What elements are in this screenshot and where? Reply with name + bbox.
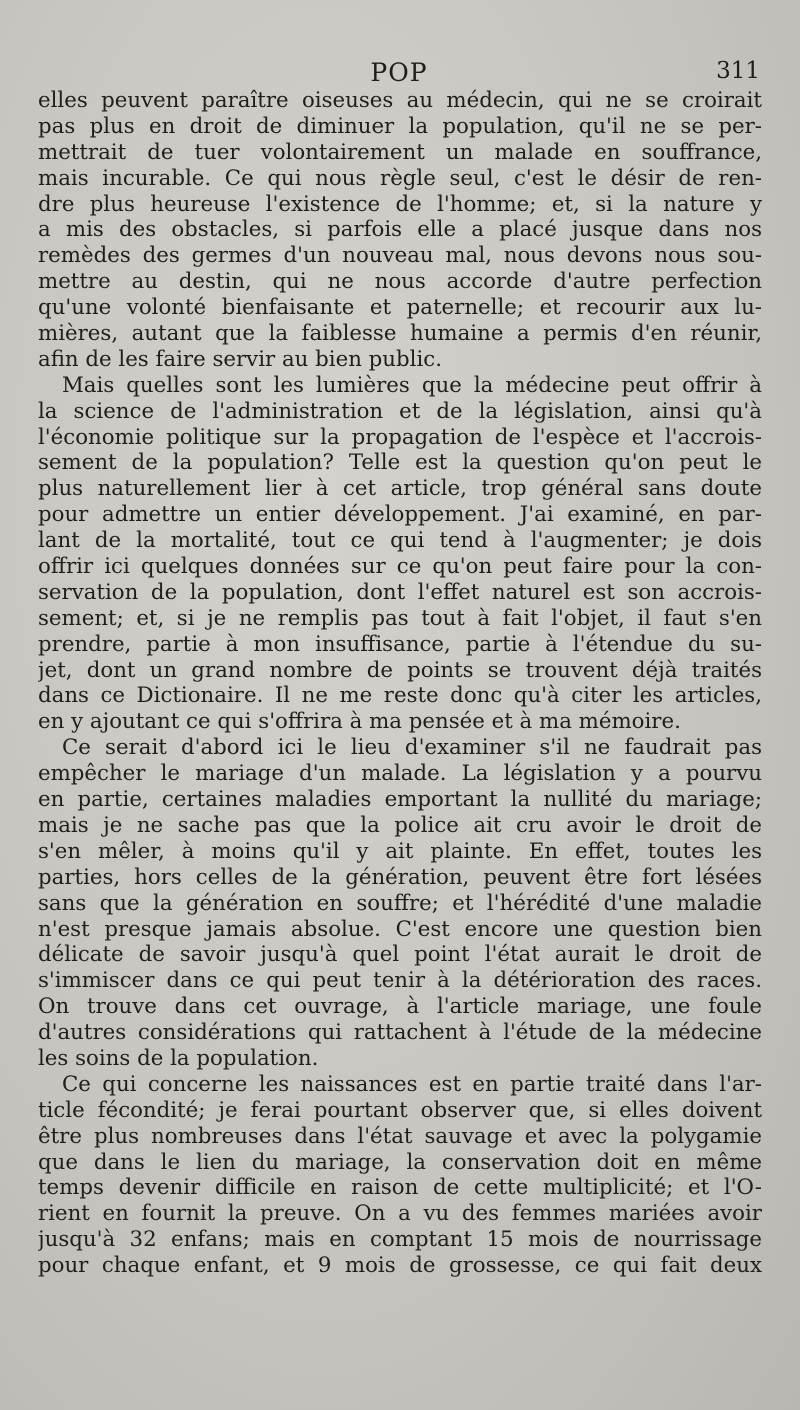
text-line: dans ce Dictionaire. Il ne me reste donc qu'à citer les articles, bbox=[38, 683, 762, 709]
text-line: lant de la mortalité, tout ce qui tend à l'augmenter; je dois bbox=[38, 528, 762, 554]
text-line: jet, dont un grand nombre de points se trouvent déjà traités bbox=[38, 657, 762, 683]
text-line: en y ajoutant ce qui s'offrira à ma pensée et à ma mémoire. bbox=[38, 709, 681, 735]
text-line: pour chaque enfant, et 9 mois de grossesse, ce qui fait deux bbox=[38, 1253, 762, 1279]
text-line: mières, autant que la faiblesse humaine a permis d'en réunir, bbox=[38, 321, 762, 347]
text-line: a mis des obstacles, si parfois elle a placé jusque dans nos bbox=[38, 217, 762, 243]
text-line: mais incurable. Ce qui nous règle seul, c'est le désir de ren- bbox=[38, 165, 762, 191]
text-line: Ce qui concerne les naissances est en partie traité dans l'ar- bbox=[62, 1071, 762, 1097]
text-line: sement; et, si je ne remplis pas tout à fait l'objet, il faut s'en bbox=[38, 605, 762, 631]
text-line: être plus nombreuses dans l'état sauvage et avec la polygamie bbox=[38, 1123, 762, 1149]
text-line: prendre, partie à mon insuffisance, partie à l'étendue du su- bbox=[38, 631, 762, 657]
text-line: offrir ici quelques données sur ce qu'on peut faire pour la con- bbox=[38, 554, 762, 580]
body-text bbox=[38, 88, 762, 1279]
text-line: sement de la population? Telle est la question qu'on peut le bbox=[38, 450, 762, 476]
text-line: empêcher le mariage d'un malade. La législation y a pourvu bbox=[38, 761, 762, 787]
text-line: délicate de savoir jusqu'à quel point l'état aurait le droit de bbox=[38, 942, 762, 968]
text-line: l'économie politique sur la propagation de l'espèce et l'accrois- bbox=[38, 424, 762, 450]
text-line: temps devenir difficile en raison de cette multiplicité; et l'O- bbox=[38, 1175, 762, 1201]
text-line: plus naturellement lier à cet article, trop général sans doute bbox=[38, 476, 762, 502]
text-line: servation de la population, dont l'effet naturel est son accrois- bbox=[38, 579, 762, 605]
text-line: mettrait de tuer volontairement un malade en souffrance, bbox=[38, 139, 762, 165]
text-line: dre plus heureuse l'existence de l'homme; et, si la nature y bbox=[38, 191, 762, 217]
page-number: 311 bbox=[716, 58, 760, 84]
text-line: pour admettre un entier développement. J'ai examiné, en par- bbox=[38, 502, 762, 528]
running-title: POP bbox=[370, 58, 428, 87]
text-line: rient en fournit la preuve. On a vu des femmes mariées avoir bbox=[38, 1201, 762, 1227]
text-line: pas plus en droit de diminuer la population, qu'il ne se per- bbox=[38, 113, 762, 139]
text-line: s'en mêler, à moins qu'il y ait plainte. En effet, toutes les bbox=[38, 838, 762, 864]
text-line: n'est presque jamais absolue. C'est encore une question bien bbox=[38, 916, 762, 942]
text-line: sans que la génération en souffre; et l'hérédité d'une maladie bbox=[38, 890, 762, 916]
text-line: la science de l'administration et de la législation, ainsi qu'à bbox=[38, 398, 762, 424]
text-line: s'immiscer dans ce qui peut tenir à la détérioration des races. bbox=[38, 968, 762, 994]
text-line: mais je ne sache pas que la police ait cru avoir le droit de bbox=[38, 812, 762, 838]
text-line: Mais quelles sont les lumières que la médecine peut offrir à bbox=[62, 372, 762, 398]
text-line: les soins de la population. bbox=[38, 1045, 319, 1071]
text-line: ticle fécondité; je ferai pourtant observer que, si elles doivent bbox=[38, 1097, 762, 1123]
text-line: afin de les faire servir au bien public. bbox=[38, 346, 442, 372]
text-line: On trouve dans cet ouvrage, à l'article mariage, une foule bbox=[38, 994, 762, 1020]
text-line: parties, hors celles de la génération, peuvent être fort lésées bbox=[38, 864, 762, 890]
text-line: en partie, certaines maladies emportant la nullité du mariage; bbox=[38, 787, 762, 813]
text-line: jusqu'à 32 enfans; mais en comptant 15 mois de nourrissage bbox=[38, 1227, 762, 1253]
text-line: Ce serait d'abord ici le lieu d'examiner s'il ne faudrait pas bbox=[62, 735, 762, 761]
text-line: que dans le lien du mariage, la conservation doit en même bbox=[38, 1149, 762, 1175]
text-line: qu'une volonté bienfaisante et paternelle; et recourir aux lu- bbox=[38, 295, 762, 321]
text-line: remèdes des germes d'un nouveau mal, nous devons nous sou- bbox=[38, 243, 762, 269]
text-line: elles peuvent paraître oiseuses au médecin, qui ne se croirait bbox=[38, 88, 762, 113]
text-line: mettre au destin, qui ne nous accorde d'autre perfection bbox=[38, 269, 762, 295]
page-header bbox=[38, 58, 760, 92]
text-line: d'autres considérations qui rattachent à l'étude de la médecine bbox=[38, 1020, 762, 1046]
